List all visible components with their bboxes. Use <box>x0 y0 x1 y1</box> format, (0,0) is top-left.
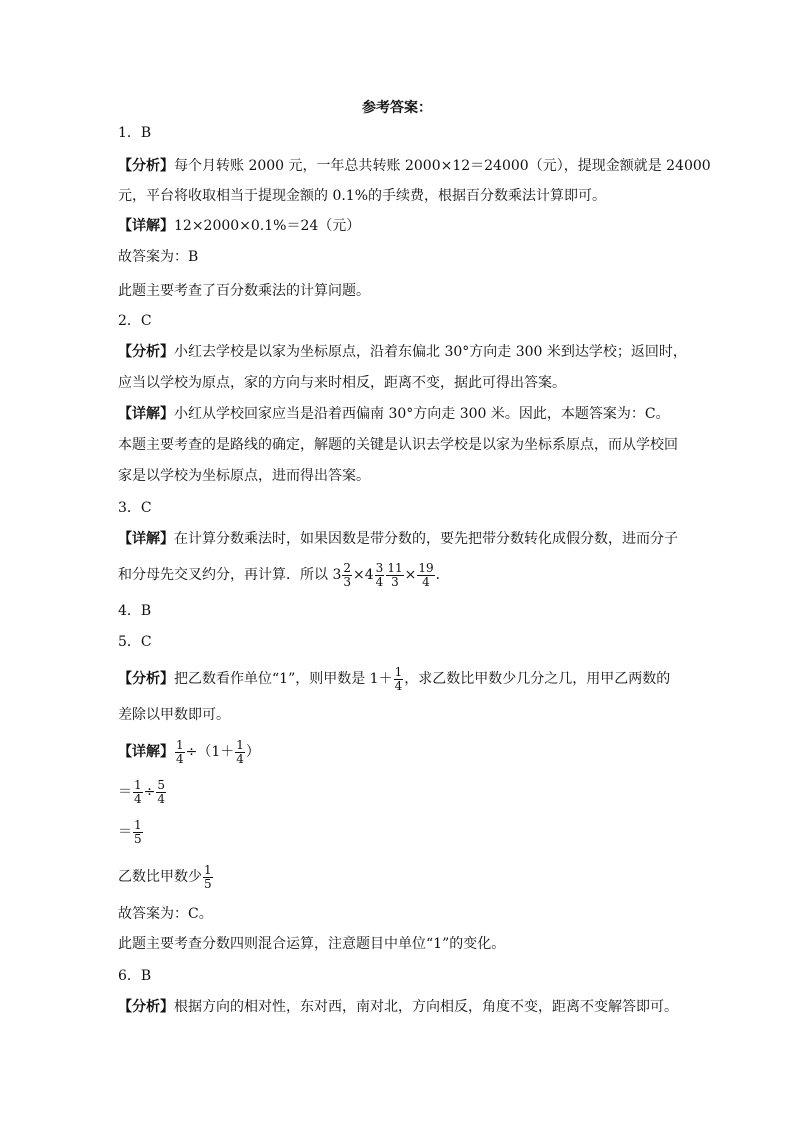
q2-comment-line2: 家是以学校为坐标原点，进而得出答案。 <box>118 468 370 484</box>
analysis-tag: 【分析】 <box>118 671 174 687</box>
numerator: 1 <box>134 817 142 832</box>
q5-comment: 此题主要考查分数四则混合运算，注意题目中单位“1”的变化。 <box>118 936 506 952</box>
detail-tag: 【详解】 <box>118 531 174 547</box>
denominator: 5 <box>134 831 142 846</box>
numerator: 5 <box>157 777 166 792</box>
numerator: 3 <box>375 560 384 575</box>
equals-sign: ＝ <box>118 824 132 840</box>
fraction <box>203 864 213 891</box>
denominator: 4 <box>176 751 184 766</box>
denominator: 3 <box>391 574 399 589</box>
q1-answer: 故答案为：B <box>118 249 199 265</box>
q5-detail-step1 <box>118 735 678 769</box>
q2-detail <box>118 404 678 424</box>
closing-paren: ） <box>245 744 260 760</box>
q5-analysis-text-a: 把乙数看作单位“1”，则甲数是 1＋ <box>174 671 393 687</box>
q3-detail-line2 <box>118 560 678 590</box>
q3-detail-prefix: 和分母先交叉约分，再计算．所以 <box>118 567 333 583</box>
numerator: 1 <box>204 862 212 877</box>
q3-number: 3．C <box>118 500 152 516</box>
fraction <box>386 562 403 589</box>
q2-detail-text: 小红从学校回家应当是沿着西偏南 30°方向走 300 米。因此，本题答案为：C。 <box>174 406 670 422</box>
denominator: 4 <box>394 678 403 693</box>
denominator: 4 <box>422 574 430 589</box>
denominator: 4 <box>236 751 244 766</box>
fraction <box>235 739 245 766</box>
q6-analysis <box>118 997 678 1017</box>
period: ． <box>435 567 450 583</box>
analysis-tag: 【分析】 <box>118 158 174 174</box>
result-text: 乙数比甲数少 <box>118 869 202 885</box>
fraction <box>417 562 434 589</box>
q1-analysis-line2: 元，平台将收取相当于提现金额的 0.1%的手续费，根据百分数乘法计算即可。 <box>118 188 607 204</box>
numerator: 19 <box>418 560 434 575</box>
q3-detail-line1 <box>118 529 678 549</box>
detail-tag: 【详解】 <box>118 406 174 422</box>
numerator: 11 <box>387 560 403 575</box>
denominator: 4 <box>134 791 142 806</box>
whole-part: 4 <box>364 567 374 583</box>
q5-number: 5．C <box>118 634 152 650</box>
q2-comment-line1: 本题主要考查的是路线的确定，解题的关键是认识去学校是以家为坐标系原点，而从学校回 <box>118 437 678 453</box>
q5-detail-step3 <box>118 815 678 849</box>
divide-sign: ÷ <box>143 784 156 800</box>
q1-comment: 此题主要考查了百分数乘法的计算问题。 <box>118 283 370 299</box>
fraction <box>394 666 404 693</box>
q1-analysis-line1 <box>118 156 711 176</box>
times-sign: × <box>404 567 417 583</box>
q1-analysis-text1: 每个月转账 2000 元，一年总共转账 2000×12＝24000（元），提现金额就是 24000 <box>174 158 711 174</box>
denominator: 5 <box>204 876 212 891</box>
denominator: 4 <box>375 574 384 589</box>
whole-part: 3 <box>332 567 342 583</box>
equals-sign: ＝ <box>118 784 132 800</box>
fraction <box>133 779 143 806</box>
fraction <box>156 779 166 806</box>
fraction <box>175 739 185 766</box>
q2-number: 2．C <box>118 313 152 329</box>
q5-analysis-text-b: ，求乙数比甲数少几分之几，用甲乙两数的 <box>404 671 671 687</box>
q2-analysis-line1 <box>118 342 687 362</box>
q5-analysis-line1 <box>118 662 678 696</box>
q5-answer: 故答案为：C。 <box>118 906 213 922</box>
mixed-number <box>364 560 386 589</box>
detail-tag: 【详解】 <box>118 218 174 234</box>
operator-text: ÷（1＋ <box>185 744 235 760</box>
times-sign: × <box>353 567 365 583</box>
q2-analysis-line2: 应当以学校为原点，家的方向与来时相反，距离不变，据此可得出答案。 <box>118 375 566 391</box>
q6-number: 6．B <box>118 968 152 984</box>
numerator: 1 <box>394 664 403 679</box>
numerator: 2 <box>343 560 352 575</box>
analysis-tag: 【分析】 <box>118 999 174 1015</box>
denominator: 4 <box>157 791 166 806</box>
q1-number: 1．B <box>118 125 152 141</box>
detail-tag: 【详解】 <box>118 744 174 760</box>
numerator: 1 <box>236 737 244 752</box>
numerator: 1 <box>176 737 184 752</box>
page-title: 参考答案： <box>362 100 432 116</box>
fraction <box>375 562 385 589</box>
q1-detail <box>118 216 678 236</box>
q5-detail-step2 <box>118 775 678 809</box>
fraction <box>133 819 143 846</box>
q5-analysis-line2: 差除以甲数即可。 <box>118 707 230 723</box>
q2-analysis-text1: 小红去学校是以家为坐标原点，沿着东偏北 30°方向走 300 米到达学校；返回时， <box>174 344 687 360</box>
mixed-number <box>332 560 353 589</box>
q5-result <box>118 860 678 894</box>
q4-number: 4．B <box>118 603 152 619</box>
fraction <box>342 562 352 589</box>
denominator: 3 <box>343 574 352 589</box>
analysis-tag: 【分析】 <box>118 344 174 360</box>
q6-analysis-text: 根据方向的相对性，东对西，南对北，方向相反，角度不变，距离不变解答即可。 <box>174 999 678 1015</box>
q1-detail-text: 12×2000×0.1%＝24（元） <box>174 218 361 234</box>
q3-detail-text1: 在计算分数乘法时，如果因数是带分数的，要先把带分数转化成假分数，进而分子 <box>174 531 678 547</box>
numerator: 1 <box>134 777 142 792</box>
